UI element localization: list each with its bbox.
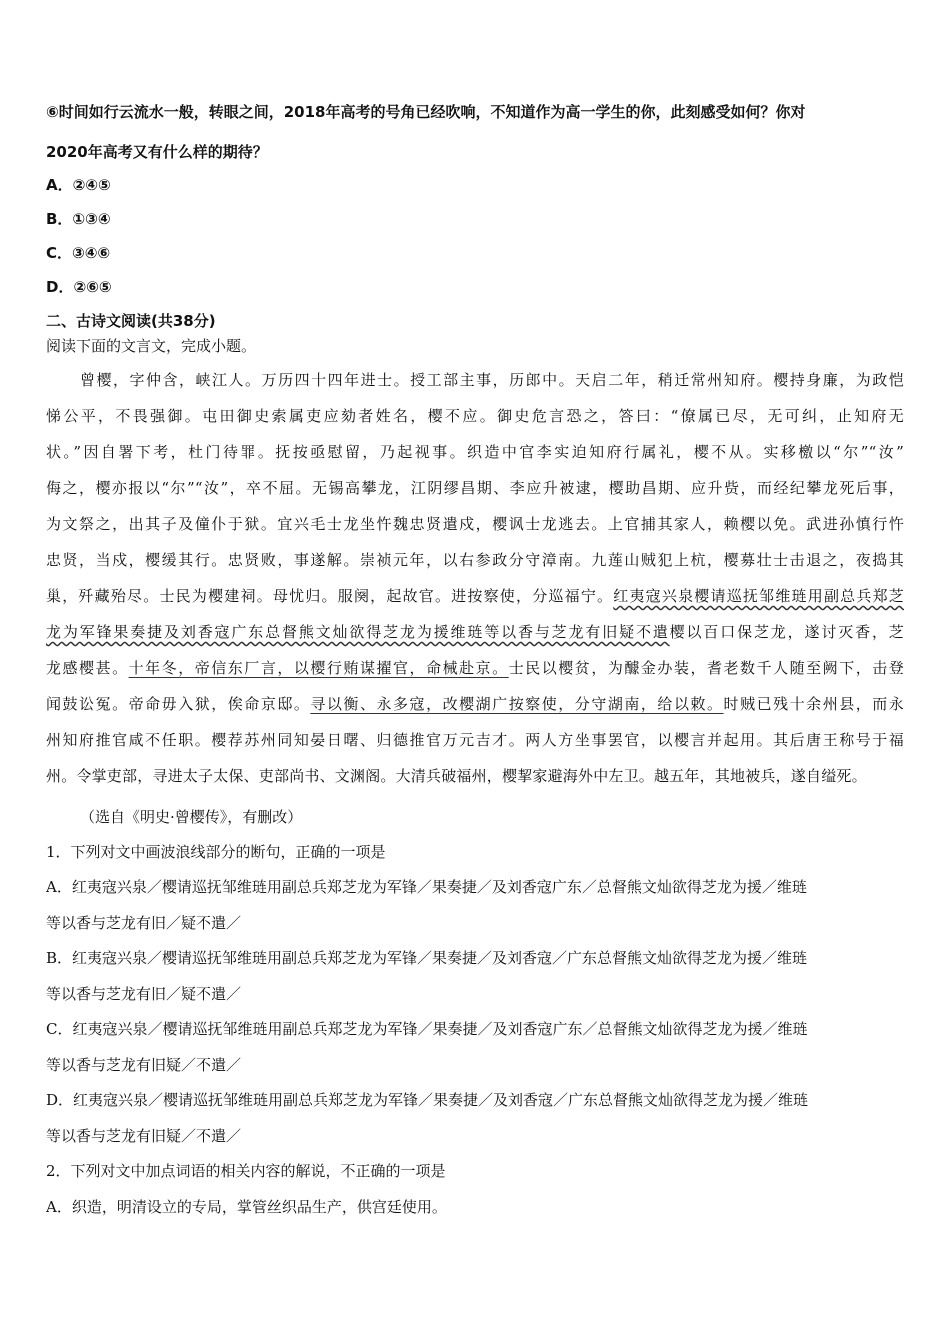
question-1-option-d-cont: 等以香与芝龙有旧疑／不遣／ xyxy=(46,1127,242,1145)
passage-line xyxy=(46,657,904,678)
wavy-underlined-text: 龙为军锋果奏捷及刘香寇广东总督熊文灿欲得芝龙为援维琏等以香与芝龙有旧疑不遣 xyxy=(46,623,670,641)
passage-text: 闻鼓讼冤。帝命毋入狱，俟命京邸。 xyxy=(46,695,311,713)
passage-line: 州知府推官咸不任职。樱荐苏州同知晏日曙、归德推官万元吉才。两人方坐事罢官，以樱言并起用。其后唐王称号于福 xyxy=(46,731,904,749)
question-1-option-a: A．红夷寇兴泉／樱请巡抚邹维琏用副总兵郑芝龙为军锋／果奏捷／及刘香寇广东／总督熊文灿欲得芝龙为援／维琏 xyxy=(46,878,807,896)
passage-line: 悌公平，不畏强御。屯田御史索属吏应劾者姓名，樱不应。御史危言恐之，答曰：“僚属已尽，无可纠，止知府无 xyxy=(46,407,904,425)
passage-line: 曾樱，字仲含，峡江人。万历四十四年进士。授工部主事，历郎中。天启二年，稍迁常州知府。樱持身廉，为政恺 xyxy=(80,371,904,389)
passage-line: 州。令掌吏部，寻进太子太保、吏部尚书、文渊阁。大清兵破福州，樱挈家避海外中左卫。越五年，其地被兵，遂自缢死。 xyxy=(46,767,867,785)
passage-line: 状。”因自署下考，杜门待罪。抚按亟慰留，乃起视事。织造中官李实迫知府行属礼，樱不从。实移檄以“尔”“汝” xyxy=(46,443,904,461)
answer-option-d: D．②⑥⑤ xyxy=(46,278,112,296)
question-2-stem: 2．下列对文中加点词语的相关内容的解说，不正确的一项是 xyxy=(46,1162,446,1180)
passage-source: （选自《明史·曾樱传》，有删改） xyxy=(80,808,303,826)
underlined-sentence: 寻以衡、永多寇，改樱湖广按察使，分守湖南，给以敕。 xyxy=(310,695,724,713)
passage-text: 龙感樱甚。 xyxy=(46,659,129,677)
question-1-option-c-cont: 等以香与芝龙有旧疑／不遣／ xyxy=(46,1056,242,1074)
passage-line: 为文祭之，出其子及僮仆于狱。宜兴毛士龙坐忤魏忠贤遣戍，樱讽士龙逃去。上官捕其家人，赖樱以免。武进孙慎行忤 xyxy=(46,515,904,533)
question-1-option-b: B．红夷寇兴泉／樱请巡抚邹维琏用副总兵郑芝龙为军锋／果奏捷／及刘香寇／广东总督熊文灿欲得芝龙为援／维琏 xyxy=(46,949,808,967)
answer-option-c: C．③④⑥ xyxy=(46,244,111,262)
passage-line: 忠贤，当戍，樱缓其行。忠贤败，事遂解。崇祯元年，以右参政分守漳南。九莲山贼犯上杭，樱募壮士击退之，夜捣其 xyxy=(46,551,904,569)
passage-line xyxy=(46,585,904,606)
answer-option-a: A．②④⑤ xyxy=(46,176,111,194)
option-item-6-line-2: 2020年高考又有什么样的期待？ xyxy=(46,143,268,161)
passage-text: 士民以樱贫，为醵金办装，耆老数千人随至阙下，击登 xyxy=(508,659,904,677)
wavy-underlined-text: 红夷寇兴泉樱请巡抚邹维琏用副总兵郑芝 xyxy=(613,587,904,605)
question-1-option-d: D．红夷寇兴泉／樱请巡抚邹维琏用副总兵郑芝龙为军锋／果奏捷／及刘香寇／广东总督熊文灿欲得芝龙为援／维琏 xyxy=(46,1091,809,1109)
passage-line xyxy=(46,693,904,714)
passage-text: 巢，歼藏殆尽。士民为樱建祠。母忧归。服阕，起故官。进按察使，分巡福宁。 xyxy=(46,587,614,605)
question-1-stem: 1．下列对文中画波浪线部分的断句，正确的一项是 xyxy=(46,843,386,861)
option-item-6-line-1: ⑥时间如行云流水一般，转眼之间，2018年高考的号角已经吹响，不知道作为高一学生的你，此刻感受如何？你对 xyxy=(46,103,806,121)
passage-text: 时贼已残十余州县，而永 xyxy=(723,695,904,713)
passage-text: 樱以百口保芝龙，遂讨灭香，芝 xyxy=(669,623,904,641)
section-heading: 二、古诗文阅读(共38分) xyxy=(46,312,216,330)
question-1-option-b-cont: 等以香与芝龙有旧／疑不遣／ xyxy=(46,985,242,1003)
passage-line xyxy=(46,621,904,642)
question-2-option-a: A．织造，明清设立的专局，掌管丝织品生产，供宫廷使用。 xyxy=(46,1198,447,1216)
answer-option-b: B．①③④ xyxy=(46,210,111,228)
reading-instruction: 阅读下面的文言文，完成小题。 xyxy=(46,337,257,355)
passage-line: 侮之，樱亦报以“尔”“汝”，卒不屈。无锡高攀龙，江阴缪昌期、李应升被逮，樱助昌期、应升赀，而经纪攀龙死后事， xyxy=(46,479,904,497)
underlined-sentence: 十年冬，帝信东厂言，以樱行贿谋擢官，命械赴京。 xyxy=(128,659,509,677)
question-1-option-a-cont: 等以香与芝龙有旧／疑不遣／ xyxy=(46,914,242,932)
question-1-option-c: C．红夷寇兴泉／樱请巡抚邹维琏用副总兵郑芝龙为军锋／果奏捷／及刘香寇广东／总督熊文灿欲得芝龙为援／维琏 xyxy=(46,1020,808,1038)
